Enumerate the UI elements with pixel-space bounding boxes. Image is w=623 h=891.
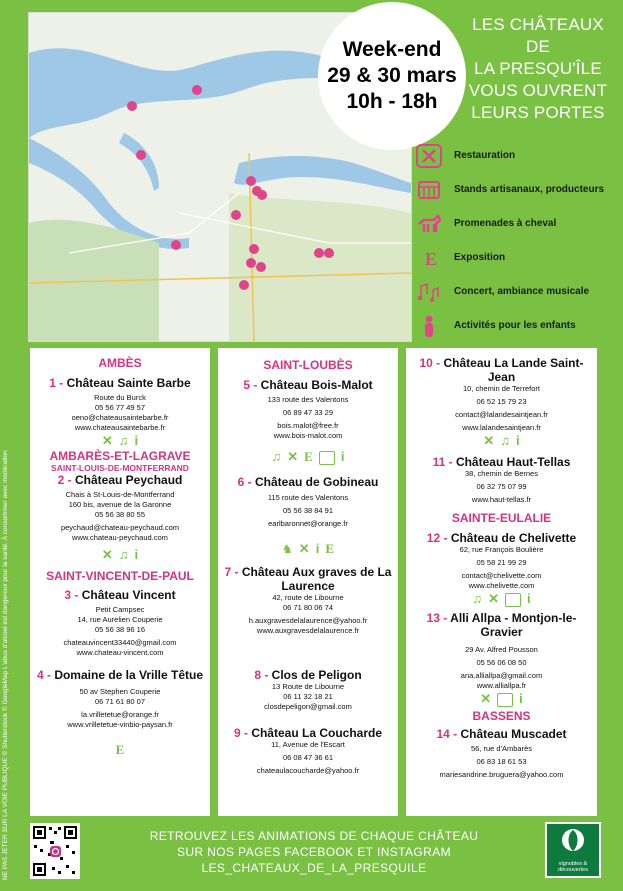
footer-line: RETROUVEZ LES ANIMATIONS DE CHAQUE CHÂTEAU: [149, 829, 479, 843]
logo-emblem-icon: [547, 824, 599, 856]
child-icon: i: [340, 449, 345, 464]
footer-line: SUR NOS PAGES FACEBOOK ET INSTAGRAM: [176, 845, 452, 859]
map-pin[interactable]: [231, 210, 241, 220]
chateau-address: 11, Avenue de l'Escart: [271, 740, 345, 749]
legend-label: Concert, ambiance musicale: [454, 286, 590, 297]
chateau-website[interactable]: www.chelivette.com: [468, 581, 535, 590]
chateau-number: 1 -: [49, 376, 67, 390]
footer: [128, 828, 500, 876]
chateau-website[interactable]: www.auxgravesdelalaurence.fr: [256, 626, 360, 635]
commune-steulalie: SAINTE-EULALIE: [451, 511, 552, 525]
chateau-6-title: [218, 475, 398, 489]
chateau-name: Château Sainte Barbe: [66, 376, 191, 390]
horse-icon: ♞: [282, 542, 293, 556]
legal-notice: NE PAS JETER SUR LA VOIE PUBLIQUE © Shutterstock © GoogleMap L'abus d'alcool est dangereux pour la santé. À consommer avec modération: [2, 450, 9, 880]
restaurant-icon: ✕: [101, 433, 113, 448]
chateau-name: Château Peychaud: [74, 473, 183, 487]
chateau-address: Petit Campsec: [95, 605, 145, 614]
chateau-email[interactable]: ana.alliallpa@gmail.com: [460, 671, 543, 680]
map-pin[interactable]: [127, 101, 137, 111]
headline-line: LA PRESQU'ÎLE: [474, 59, 602, 78]
chateau-phone[interactable]: 06 08 47 36 61: [282, 753, 334, 762]
legend: [414, 142, 619, 346]
chateau-phone[interactable]: 06 11 32 18 21: [283, 692, 333, 701]
commune-stloubes: SAINT-LOUBÈS: [263, 358, 353, 372]
chateau-website[interactable]: www.lalandesaintjean.fr: [462, 423, 541, 432]
chateau-address: Chais à St-Louis-de-Montferrand: [65, 490, 175, 499]
vignobles-decouvertes-logo: [545, 822, 601, 878]
headline-line: LEURS PORTES: [471, 103, 605, 122]
chateau-address: 50 av Stephen Couperie: [79, 687, 161, 696]
map-pin[interactable]: [324, 248, 334, 258]
chateau-number: 4 -: [36, 668, 55, 682]
chateau-11-title: [406, 455, 597, 469]
legend-item-stands: [414, 176, 619, 210]
activity-icons: [218, 541, 398, 557]
social-handle[interactable]: LES_CHATEAUX_DE_LA_PRESQUILE: [201, 861, 427, 875]
restaurant-icon: ✕: [483, 433, 495, 448]
map-pin[interactable]: [314, 248, 324, 258]
chateau-address: 115 route des Valentons: [267, 493, 349, 502]
commune-ambes: AMBÈS: [98, 356, 142, 370]
child-icon: i: [527, 591, 531, 606]
restaurant-icon: ✕: [480, 691, 492, 706]
music-icon: ♫: [118, 547, 129, 562]
chateau-address: 160 bis, avenue de la Garonne: [68, 500, 172, 509]
chateau-email[interactable]: bois.malot@free.fr: [277, 421, 339, 430]
legend-item-restauration: [414, 142, 619, 176]
event-hours: 10h - 18h: [346, 90, 438, 113]
map-pin[interactable]: [257, 190, 267, 200]
exhibition-icon: [416, 246, 442, 270]
chateau-phone[interactable]: 05 56 77 49 57: [94, 403, 146, 412]
chateau-7-title: [218, 565, 398, 593]
chateau-email[interactable]: contact@lalandesaintjean.fr: [455, 410, 548, 419]
music-icon: ♫: [271, 449, 282, 464]
chateau-address: 13 Route de Libourne: [271, 682, 345, 691]
chateau-email[interactable]: la.vrilletetue@orange.fr: [81, 710, 159, 719]
map-pin[interactable]: [246, 176, 256, 186]
legend-item-music: [414, 278, 619, 312]
chateau-website[interactable]: www.haut-tellas.fr: [471, 495, 532, 504]
chateau-1-title: [30, 376, 210, 390]
chateau-number: 5 -: [243, 378, 261, 392]
chateau-10-title: [406, 356, 597, 384]
event-date-badge: [318, 2, 466, 150]
map-pin[interactable]: [246, 258, 256, 268]
map-pin[interactable]: [136, 150, 146, 160]
exhibition-icon: E: [325, 541, 334, 556]
exhibition-icon: E: [115, 742, 125, 757]
chateau-website[interactable]: www.bois-malot.com: [273, 431, 343, 440]
chateau-address: 133 route des Valentons: [267, 395, 349, 404]
restaurant-icon: [416, 144, 442, 168]
chateau-email[interactable]: h.auxgravesdelalaurence@yahoo.fr: [248, 616, 368, 625]
chateau-phone[interactable]: 06 71 61 80 07: [94, 697, 146, 706]
chateau-phone[interactable]: 05 58 21 99 29: [476, 558, 527, 567]
commune-bassens: BASSENS: [472, 709, 531, 723]
chateau-9-title: [218, 726, 398, 740]
chateau-number: 13 -: [426, 611, 451, 625]
chateau-email[interactable]: earlbaronnet@orange.fr: [268, 519, 348, 528]
legend-label: Activités pour les enfants: [454, 320, 576, 331]
stand-icon: [416, 178, 442, 202]
chateau-address: 14, rue Aurelien Couperie: [77, 615, 163, 624]
chateau-phone[interactable]: 06 52 15 79 23: [476, 397, 527, 406]
chateau-address: 29 Av. Alfred Pousson: [465, 645, 538, 654]
chateau-website[interactable]: www.chateausaintebarbe.fr: [74, 423, 166, 432]
activity-icons: [406, 691, 597, 707]
stand-icon: [505, 593, 521, 607]
exhibition-icon: E: [304, 449, 313, 464]
column-2: [218, 348, 398, 816]
chateau-14-title: [406, 727, 597, 741]
legend-item-horse: [414, 210, 619, 244]
chateau-name: Château Vincent: [81, 588, 176, 602]
chateau-number: 2 -: [57, 473, 75, 487]
chateau-website[interactable]: www.alliallpa.fr: [476, 681, 527, 690]
child-icon: i: [516, 433, 520, 448]
chateau-name: Château La Coucharde: [251, 726, 383, 740]
activity-icons: [406, 591, 597, 607]
chateau-8-title: [218, 668, 398, 682]
chateau-address: 56, rue d'Ambarès: [470, 744, 533, 753]
chateau-number: 6 -: [237, 475, 255, 489]
chateau-address: 42, route de Libourne: [272, 593, 344, 602]
chateau-email[interactable]: peychaud@chateau-peychaud.com: [60, 523, 180, 532]
activity-icons: [406, 433, 597, 449]
chateau-name: Château Bois-Malot: [260, 378, 373, 392]
horse-icon: [416, 212, 442, 236]
column-3: [406, 348, 597, 816]
map-pin[interactable]: [239, 280, 249, 290]
chateau-number: 9 -: [233, 726, 252, 740]
headline-line: LES CHÂTEAUX DE: [472, 15, 604, 56]
chateau-number: 8 -: [254, 668, 272, 682]
chateau-number: 11 -: [432, 455, 456, 469]
chateau-number: 12 -: [426, 531, 451, 545]
chateau-2-title: [30, 473, 210, 487]
music-icon: [416, 280, 442, 304]
chateau-name: Alli Allpa - Montjon-le-Gravier: [450, 611, 577, 639]
chateau-number: 7 -: [224, 565, 242, 579]
music-icon: ♫: [118, 433, 129, 448]
chateau-phone[interactable]: 05 56 38 96 16: [94, 625, 146, 634]
chateau-name: Clos de Peligon: [271, 668, 362, 682]
chateau-number: 14 -: [436, 727, 461, 741]
legend-label: Stands artisanaux, producteurs: [454, 184, 605, 195]
chateau-phone[interactable]: 06 83 18 61 53: [476, 757, 527, 766]
legend-label: Exposition: [454, 252, 506, 263]
restaurant-icon: ✕: [101, 547, 113, 562]
map-pin[interactable]: [171, 240, 181, 250]
event-weekend: Week-end: [342, 38, 442, 61]
chateau-name: Château Haut-Tellas: [455, 455, 571, 469]
map-pin[interactable]: [192, 85, 202, 95]
legend-item-kids: [414, 312, 619, 346]
restaurant-icon: ✕: [488, 591, 500, 606]
child-icon: i: [134, 547, 139, 562]
music-icon: ♫: [472, 591, 483, 606]
chateau-name: Château Aux graves de La Laurence: [241, 565, 392, 593]
chateau-address: 10, chemin de Terrefort: [463, 384, 540, 393]
chateau-4-title: [30, 668, 210, 682]
child-icon: i: [519, 691, 523, 706]
svg-text:E: E: [425, 249, 438, 269]
chateau-phone[interactable]: 05 56 38 84 91: [282, 506, 334, 515]
chateau-name: Château de Gobineau: [254, 475, 379, 489]
child-icon: i: [134, 433, 139, 448]
qr-code-image: [30, 823, 80, 879]
chateau-email[interactable]: chateauvincent33440@gmail.com: [63, 638, 177, 647]
legend-label: Promenades à cheval: [454, 218, 557, 229]
legend-label: Restauration: [454, 150, 516, 161]
chateau-website[interactable]: www.vrilletetue-vinbio-paysan.fr: [67, 720, 173, 729]
chateau-email[interactable]: mariesandrine.bruguera@yahoo.com: [439, 770, 564, 779]
chateau-phone[interactable]: 06 71 80 06 74: [282, 603, 334, 612]
logo-text: vignobles & découvertes: [558, 861, 588, 873]
chateau-name: Château La Lande Saint-Jean: [443, 356, 584, 384]
commune-ambares: AMBARÈS-ET-LAGRAVE: [49, 449, 191, 463]
chateau-13-title: [406, 611, 597, 639]
chateau-email[interactable]: closdepeligon@gmail.com: [264, 702, 352, 711]
activity-icons: [30, 742, 210, 758]
chateau-website[interactable]: www.chateau-peychaud.com: [72, 533, 168, 542]
stand-icon: [497, 693, 513, 707]
event-dates: 29 & 30 mars: [327, 64, 457, 87]
activity-icons: [30, 433, 210, 449]
activity-icons: [30, 547, 210, 563]
map-pin[interactable]: [256, 262, 266, 272]
restaurant-icon: ✕: [287, 449, 299, 464]
chateau-name: Domaine de la Vrille Têtue: [54, 668, 204, 682]
activity-icons: [218, 449, 398, 465]
headline-line: VOUS OUVRENT: [468, 81, 608, 100]
chateau-12-title: [406, 531, 597, 545]
commune-stvincent: SAINT-VINCENT-DE-PAUL: [46, 569, 194, 583]
restaurant-icon: ✕: [298, 541, 310, 556]
chateau-number: 3 -: [64, 588, 82, 602]
chateau-phone[interactable]: 05 56 38 80 55: [94, 510, 146, 519]
music-icon: ♫: [500, 433, 511, 448]
stand-icon: [319, 451, 335, 465]
map-pin[interactable]: [249, 244, 259, 254]
qr-code[interactable]: [30, 823, 80, 879]
chateau-name: Château de Chelivette: [450, 531, 577, 545]
chateau-email[interactable]: oeno@chateausaintebarbe.fr: [71, 413, 169, 422]
commune-stlouis: SAINT-LOUIS-DE-MONTFERRAND: [51, 463, 189, 473]
chateau-phone[interactable]: 06 89 47 33 29: [282, 408, 334, 417]
chateau-address: 62, rue François Boulière: [459, 545, 544, 554]
chateau-phone[interactable]: 06 32 75 07 99: [476, 482, 527, 491]
chateau-name: Château Muscadet: [460, 727, 567, 741]
child-icon: i: [315, 541, 320, 556]
chateau-website[interactable]: www.chateau-vincent.com: [76, 648, 164, 657]
chateau-email[interactable]: contact@chelivette.com: [461, 571, 542, 580]
chateau-phone[interactable]: 05 56 06 08 50: [476, 658, 527, 667]
chateau-address: 38, chemin de Bernes: [465, 469, 538, 478]
chateau-email[interactable]: chateaulacoucharde@yahoo.fr: [256, 766, 360, 775]
legend-item-exposition: [414, 244, 619, 278]
chateau-3-title: [30, 588, 210, 602]
chateau-5-title: [218, 378, 398, 392]
headline: [458, 14, 618, 124]
column-1: [30, 348, 210, 816]
child-icon: [416, 314, 442, 338]
chateau-address: Route du Burck: [94, 393, 146, 402]
chateau-number: 10 -: [419, 356, 444, 370]
